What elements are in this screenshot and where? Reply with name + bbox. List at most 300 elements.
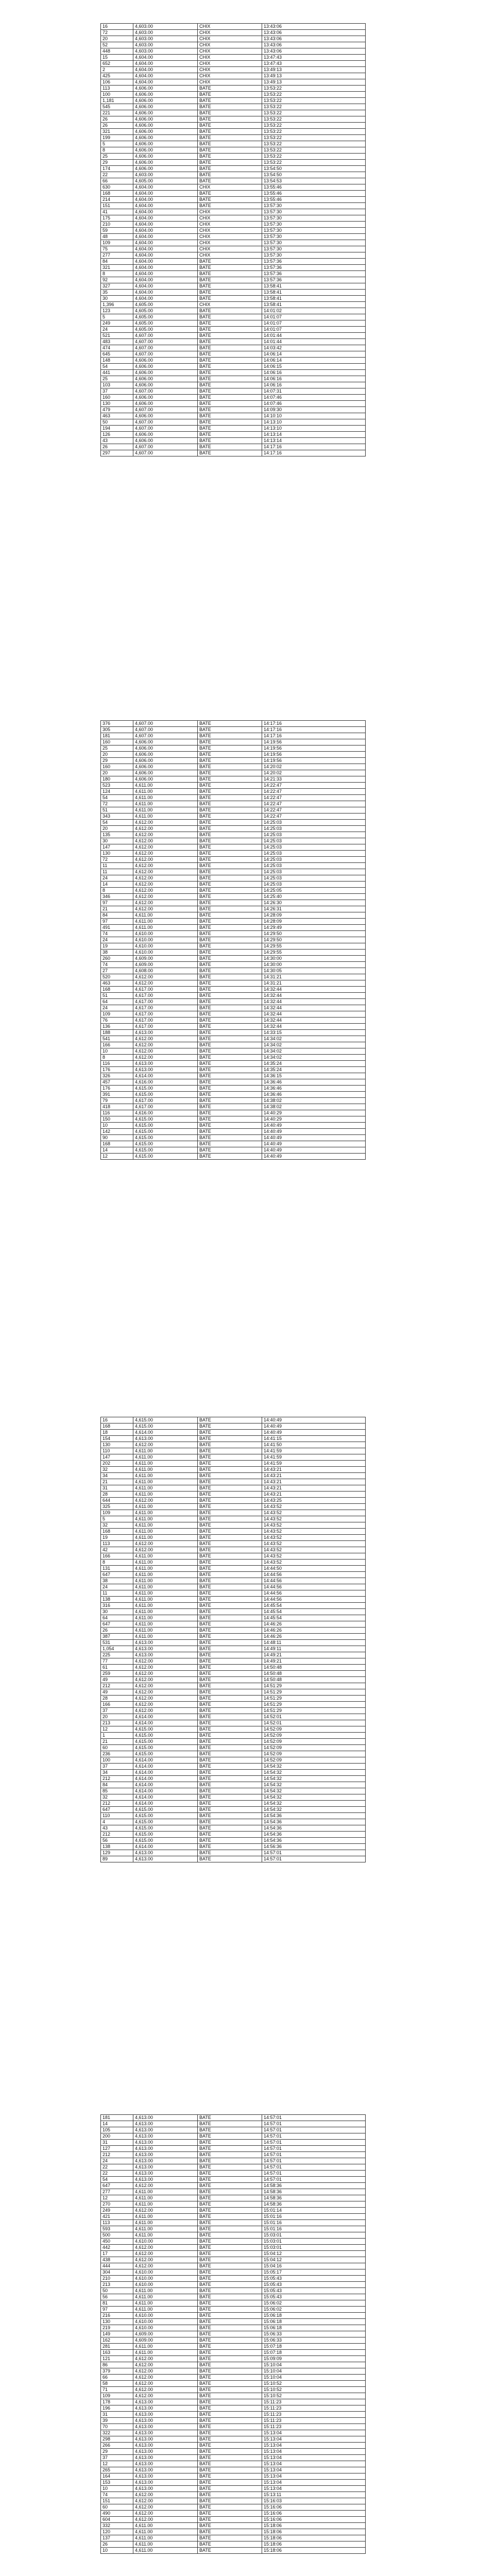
volume-cell: 387 [101, 1634, 133, 1640]
time-cell: 14:43:52 [262, 1541, 366, 1547]
time-cell: 14:38:02 [262, 1104, 366, 1110]
table-row [101, 776, 366, 783]
table-row [101, 820, 366, 826]
volume-cell: 176 [101, 1067, 133, 1073]
time-cell: 14:57:01 [262, 2121, 366, 2127]
venue-cell: BATE [198, 980, 262, 987]
volume-cell: 147 [101, 1454, 133, 1461]
time-cell: 14:13:10 [262, 426, 366, 432]
volume-cell: 379 [101, 2368, 133, 2375]
time-cell: 14:43:52 [262, 1560, 366, 1566]
table-row [101, 382, 366, 388]
venue-cell: BATE [198, 2220, 262, 2226]
table-row [101, 814, 366, 820]
table-row [101, 783, 366, 789]
venue-cell: BATE [198, 739, 262, 745]
time-cell: 13:49:13 [262, 79, 366, 86]
time-cell: 14:54:32 [262, 1788, 366, 1794]
time-cell: 14:51:29 [262, 1702, 366, 1708]
time-cell: 14:17:16 [262, 721, 366, 727]
table-row [101, 2523, 366, 2529]
volume-cell: 51 [101, 993, 133, 999]
table-row [101, 1702, 366, 1708]
table-row [101, 2288, 366, 2294]
table-row [101, 2300, 366, 2307]
time-cell: 13:43:06 [262, 36, 366, 42]
price-cell: 4,607.00 [133, 345, 198, 351]
venue-cell: BATE [198, 1417, 262, 1423]
time-cell: 15:11:23 [262, 2405, 366, 2412]
venue-cell: BATE [198, 2214, 262, 2220]
table-row [101, 42, 366, 48]
price-cell: 4,604.00 [133, 61, 198, 67]
volume-cell: 81 [101, 2300, 133, 2307]
venue-cell: BATE [198, 1658, 262, 1665]
time-cell: 14:07:46 [262, 395, 366, 401]
venue-cell: BATE [198, 999, 262, 1005]
table-row [101, 271, 366, 277]
table-row [101, 1782, 366, 1788]
volume-cell: 19 [101, 943, 133, 950]
price-cell: 4,613.00 [133, 2127, 198, 2133]
table-row [101, 2344, 366, 2350]
volume-cell: 75 [101, 246, 133, 252]
venue-cell: BATE [198, 2461, 262, 2467]
table-row [101, 2239, 366, 2245]
volume-cell: 153 [101, 2480, 133, 2486]
table-row [101, 1423, 366, 1430]
price-cell: 4,613.00 [133, 2467, 198, 2473]
volume-cell: 166 [101, 1553, 133, 1560]
volume-cell: 326 [101, 1073, 133, 1079]
volume-cell: 20 [101, 826, 133, 832]
price-cell: 4,604.00 [133, 246, 198, 252]
venue-cell: CHIX [198, 36, 262, 42]
time-cell: 14:43:25 [262, 1498, 366, 1504]
time-cell: 14:06:15 [262, 364, 366, 370]
price-cell: 4,612.00 [133, 900, 198, 906]
price-cell: 4,610.00 [133, 2313, 198, 2319]
table-row [101, 1018, 366, 1024]
time-cell: 14:57:01 [262, 2152, 366, 2158]
volume-cell: 180 [101, 776, 133, 783]
time-cell: 14:32:44 [262, 987, 366, 993]
time-cell: 15:11:23 [262, 2399, 366, 2405]
volume-cell: 32 [101, 1794, 133, 1801]
venue-cell: BATE [198, 869, 262, 875]
price-cell: 4,611.00 [133, 1615, 198, 1621]
volume-cell: 277 [101, 252, 133, 259]
venue-cell: BATE [198, 1603, 262, 1609]
price-cell: 4,606.00 [133, 432, 198, 438]
time-cell: 15:06:33 [262, 2337, 366, 2344]
table-row [101, 1578, 366, 1584]
venue-cell: BATE [198, 1005, 262, 1011]
volume-cell: 43 [101, 1825, 133, 1832]
time-cell: 15:03:01 [262, 2232, 366, 2239]
venue-cell: BATE [198, 2158, 262, 2164]
table-row [101, 2418, 366, 2424]
price-cell: 4,606.00 [133, 154, 198, 160]
volume-cell: 162 [101, 2337, 133, 2344]
volume-cell: 28 [101, 1492, 133, 1498]
price-cell: 4,610.00 [133, 2282, 198, 2288]
price-cell: 4,611.00 [133, 1454, 198, 1461]
volume-cell: 54 [101, 820, 133, 826]
table-row [101, 919, 366, 925]
time-cell: 14:36:15 [262, 1073, 366, 1079]
time-cell: 14:06:14 [262, 358, 366, 364]
time-cell: 15:11:23 [262, 2418, 366, 2424]
venue-cell: BATE [198, 1048, 262, 1055]
volume-cell: 421 [101, 2214, 133, 2220]
venue-cell: BATE [198, 364, 262, 370]
table-row [101, 2269, 366, 2276]
venue-cell: BATE [198, 2418, 262, 2424]
volume-cell: 154 [101, 1436, 133, 1442]
time-cell: 14:58:36 [262, 2183, 366, 2189]
volume-cell: 109 [101, 1011, 133, 1018]
venue-cell: BATE [198, 1683, 262, 1689]
price-cell: 4,614.00 [133, 1430, 198, 1436]
volume-cell: 24 [101, 1584, 133, 1590]
table-row [101, 764, 366, 770]
venue-cell: BATE [198, 2541, 262, 2548]
price-cell: 4,613.00 [133, 2152, 198, 2158]
price-cell: 4,617.00 [133, 1005, 198, 1011]
time-cell: 14:50:48 [262, 1671, 366, 1677]
volume-cell: 1 [101, 1733, 133, 1739]
table-row [101, 863, 366, 869]
venue-cell: BATE [198, 1454, 262, 1461]
table-row [101, 1510, 366, 1516]
venue-cell: CHIX [198, 79, 262, 86]
volume-cell: 305 [101, 727, 133, 733]
volume-cell: 100 [101, 92, 133, 98]
volume-cell: 126 [101, 432, 133, 438]
volume-cell: 109 [101, 1510, 133, 1516]
volume-cell: 196 [101, 2405, 133, 2412]
volume-cell: 260 [101, 956, 133, 962]
time-cell: 14:43:21 [262, 1467, 366, 1473]
venue-cell: CHIX [198, 222, 262, 228]
volume-cell: 25 [101, 376, 133, 382]
volume-cell: 448 [101, 48, 133, 55]
table-row [101, 2177, 366, 2183]
volume-cell: 76 [101, 1018, 133, 1024]
time-cell: 15:05:43 [262, 2288, 366, 2294]
volume-cell: 450 [101, 2239, 133, 2245]
venue-cell: BATE [198, 265, 262, 271]
venue-cell: BATE [198, 351, 262, 358]
volume-cell: 27 [101, 968, 133, 974]
volume-cell: 541 [101, 1036, 133, 1042]
volume-cell: 1,181 [101, 98, 133, 104]
venue-cell: BATE [198, 721, 262, 727]
price-cell: 4,612.00 [133, 1048, 198, 1055]
venue-cell: BATE [198, 1733, 262, 1739]
volume-cell: 28 [101, 1696, 133, 1702]
price-cell: 4,613.00 [133, 1640, 198, 1646]
time-cell: 15:01:16 [262, 2226, 366, 2232]
volume-cell: 216 [101, 2313, 133, 2319]
table-row [101, 1844, 366, 1850]
price-cell: 4,613.00 [133, 2158, 198, 2164]
volume-cell: 89 [101, 1856, 133, 1862]
table-row [101, 1825, 366, 1832]
time-cell: 15:11:23 [262, 2412, 366, 2418]
volume-cell: 72 [101, 801, 133, 807]
venue-cell: BATE [198, 943, 262, 950]
table-row [101, 2529, 366, 2535]
table-row [101, 2443, 366, 2449]
price-cell: 4,612.00 [133, 2511, 198, 2517]
time-cell: 14:40:49 [262, 1417, 366, 1423]
table-row [101, 203, 366, 209]
price-cell: 4,612.00 [133, 2504, 198, 2511]
time-cell: 14:01:07 [262, 314, 366, 320]
price-cell: 4,605.00 [133, 302, 198, 308]
volume-cell: 647 [101, 2183, 133, 2189]
venue-cell: BATE [198, 968, 262, 974]
time-cell: 14:43:21 [262, 1479, 366, 1485]
venue-cell: BATE [198, 2195, 262, 2201]
price-cell: 4,612.00 [133, 1677, 198, 1683]
volume-cell: 32 [101, 1467, 133, 1473]
venue-cell: BATE [198, 993, 262, 999]
venue-cell: BATE [198, 1079, 262, 1086]
price-cell: 4,611.00 [133, 1485, 198, 1492]
venue-cell: BATE [198, 160, 262, 166]
time-cell: 15:13:04 [262, 2455, 366, 2461]
time-cell: 14:41:59 [262, 1448, 366, 1454]
time-cell: 14:25:03 [262, 869, 366, 875]
time-cell: 13:57:36 [262, 265, 366, 271]
table-row [101, 752, 366, 758]
table-row [101, 2325, 366, 2331]
table-row [101, 376, 366, 382]
price-cell: 4,612.00 [133, 2492, 198, 2498]
volume-cell: 74 [101, 931, 133, 937]
volume-cell: 92 [101, 277, 133, 283]
volume-cell: 5 [101, 141, 133, 147]
table-row [101, 1609, 366, 1615]
venue-cell: BATE [198, 758, 262, 764]
table-row [101, 789, 366, 795]
time-cell: 15:18:06 [262, 2523, 366, 2529]
volume-cell: 188 [101, 1030, 133, 1036]
volume-cell: 168 [101, 1423, 133, 1430]
volume-cell: 168 [101, 1141, 133, 1147]
table-row [101, 1061, 366, 1067]
volume-cell: 31 [101, 2140, 133, 2146]
table-row [101, 894, 366, 900]
table-row [101, 1147, 366, 1154]
time-cell: 15:18:06 [262, 2541, 366, 2548]
price-cell: 4,612.00 [133, 875, 198, 882]
table-row [101, 2517, 366, 2523]
time-cell: 14:25:05 [262, 888, 366, 894]
venue-cell: BATE [198, 2208, 262, 2214]
table-row [101, 1603, 366, 1609]
volume-cell: 281 [101, 2344, 133, 2350]
volume-cell: 135 [101, 832, 133, 838]
venue-cell: BATE [198, 413, 262, 419]
table-row [101, 2356, 366, 2362]
time-cell: 14:57:01 [262, 2164, 366, 2171]
venue-cell: BATE [198, 1541, 262, 1547]
time-cell: 14:07:31 [262, 388, 366, 395]
time-cell: 14:57:01 [262, 2158, 366, 2164]
time-cell: 14:19:56 [262, 745, 366, 752]
table-row [101, 364, 366, 370]
volume-cell: 321 [101, 265, 133, 271]
price-cell: 4,611.00 [133, 783, 198, 789]
price-cell: 4,607.00 [133, 339, 198, 345]
time-cell: 15:18:06 [262, 2548, 366, 2554]
price-cell: 4,609.00 [133, 2337, 198, 2344]
venue-cell: BATE [198, 1838, 262, 1844]
venue-cell: BATE [198, 2171, 262, 2177]
volume-cell: 130 [101, 2319, 133, 2325]
volume-cell: 463 [101, 413, 133, 419]
venue-cell: BATE [198, 1516, 262, 1522]
time-cell: 14:13:10 [262, 419, 366, 426]
volume-cell: 249 [101, 2208, 133, 2214]
price-cell: 4,611.00 [133, 1621, 198, 1628]
table-row [101, 184, 366, 191]
table-row [101, 1683, 366, 1689]
price-cell: 4,607.00 [133, 333, 198, 339]
table-row [101, 1621, 366, 1628]
volume-cell: 181 [101, 2115, 133, 2121]
price-cell: 4,604.00 [133, 240, 198, 246]
venue-cell: BATE [198, 795, 262, 801]
time-cell: 14:58:36 [262, 2189, 366, 2195]
volume-cell: 418 [101, 1104, 133, 1110]
volume-cell: 14 [101, 1147, 133, 1154]
price-cell: 4,606.00 [133, 166, 198, 172]
venue-cell: BATE [198, 1770, 262, 1776]
venue-cell: BATE [198, 820, 262, 826]
price-cell: 4,611.00 [133, 919, 198, 925]
time-cell: 14:22:47 [262, 789, 366, 795]
time-cell: 14:22:47 [262, 795, 366, 801]
venue-cell: BATE [198, 1850, 262, 1856]
volume-cell: 21 [101, 906, 133, 912]
time-cell: 14:36:46 [262, 1079, 366, 1086]
time-cell: 15:01:14 [262, 2208, 366, 2214]
volume-cell: 26 [101, 116, 133, 123]
time-cell: 15:10:52 [262, 2387, 366, 2393]
venue-cell: BATE [198, 888, 262, 894]
time-cell: 14:25:03 [262, 832, 366, 838]
volume-cell: 149 [101, 2331, 133, 2337]
volume-cell: 210 [101, 222, 133, 228]
volume-cell: 593 [101, 2226, 133, 2232]
volume-cell: 41 [101, 209, 133, 215]
time-cell: 14:54:36 [262, 1825, 366, 1832]
venue-cell: BATE [198, 875, 262, 882]
table-row [101, 1597, 366, 1603]
price-cell: 4,607.00 [133, 426, 198, 432]
venue-cell: BATE [198, 857, 262, 863]
price-cell: 4,617.00 [133, 1018, 198, 1024]
price-cell: 4,609.00 [133, 2331, 198, 2337]
time-cell: 14:52:01 [262, 1720, 366, 1726]
table-row [101, 795, 366, 801]
time-cell: 14:09:30 [262, 407, 366, 413]
volume-cell: 194 [101, 426, 133, 432]
venue-cell: BATE [198, 1492, 262, 1498]
table-row [101, 419, 366, 426]
volume-cell: 90 [101, 1135, 133, 1141]
table-row [101, 172, 366, 178]
price-cell: 4,612.00 [133, 2517, 198, 2523]
price-cell: 4,611.00 [133, 1492, 198, 1498]
price-cell: 4,611.00 [133, 1473, 198, 1479]
venue-cell: BATE [198, 2424, 262, 2430]
table-row [101, 888, 366, 894]
table-row [101, 882, 366, 888]
venue-cell: BATE [198, 776, 262, 783]
venue-cell: BATE [198, 2455, 262, 2461]
time-cell: 13:53:22 [262, 123, 366, 129]
price-cell: 4,612.00 [133, 826, 198, 832]
price-cell: 4,616.00 [133, 1110, 198, 1116]
volume-cell: 29 [101, 758, 133, 764]
volume-cell: 148 [101, 358, 133, 364]
price-cell: 4,607.00 [133, 388, 198, 395]
price-cell: 4,615.00 [133, 1135, 198, 1141]
time-cell: 13:57:30 [262, 246, 366, 252]
table-row [101, 1807, 366, 1813]
venue-cell: BATE [198, 2393, 262, 2399]
table-row [101, 2541, 366, 2548]
trade-table-page-1 [100, 23, 363, 456]
price-cell: 4,611.00 [133, 1603, 198, 1609]
volume-cell: 219 [101, 2325, 133, 2331]
time-cell: 14:52:01 [262, 1714, 366, 1720]
table-row [101, 1640, 366, 1646]
time-cell: 13:57:30 [262, 215, 366, 222]
venue-cell: BATE [198, 191, 262, 197]
table-row [101, 30, 366, 36]
venue-cell: CHIX [198, 30, 262, 36]
volume-cell: 425 [101, 73, 133, 79]
time-cell: 14:30:05 [262, 968, 366, 974]
time-cell: 13:57:30 [262, 222, 366, 228]
table-row [101, 2263, 366, 2269]
volume-cell: 20 [101, 36, 133, 42]
venue-cell: BATE [198, 925, 262, 931]
venue-cell: BATE [198, 1794, 262, 1801]
price-cell: 4,610.00 [133, 2319, 198, 2325]
volume-cell: 48 [101, 234, 133, 240]
venue-cell: BATE [198, 1745, 262, 1751]
table-row [101, 1098, 366, 1104]
time-cell: 14:34:02 [262, 1055, 366, 1061]
price-cell: 4,613.00 [133, 1856, 198, 1862]
time-cell: 13:53:22 [262, 86, 366, 92]
volume-cell: 113 [101, 2220, 133, 2226]
volume-cell: 221 [101, 110, 133, 116]
table-row [101, 413, 366, 419]
time-cell: 14:58:36 [262, 2195, 366, 2201]
time-cell: 14:13:14 [262, 432, 366, 438]
price-cell: 4,606.00 [133, 129, 198, 135]
table-row [101, 1745, 366, 1751]
